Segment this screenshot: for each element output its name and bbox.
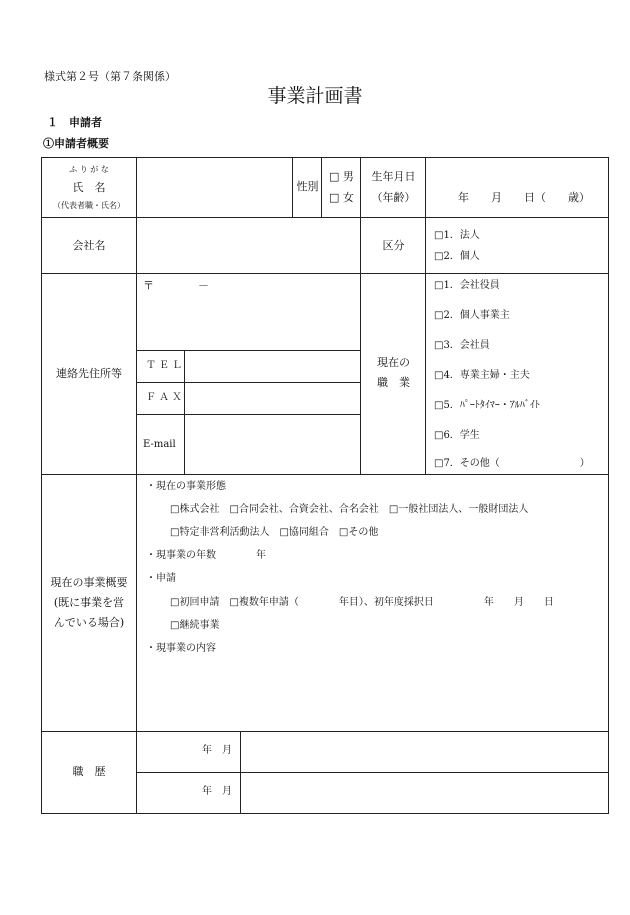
career-detail-2[interactable] (244, 775, 606, 811)
fax-field[interactable] (188, 384, 358, 412)
name-label: 氏 名 (72, 181, 106, 194)
dob-field[interactable]: 年 月 日（ 歳） (458, 191, 590, 204)
occupation-label-line1: 現在の (377, 356, 410, 369)
gender-label: 性別 (296, 180, 319, 193)
career-label: 職 歴 (72, 765, 106, 778)
career-date-2[interactable]: 年 月 (202, 786, 232, 797)
postal-code-field[interactable]: 〒 － (143, 279, 209, 292)
career-detail-1[interactable] (244, 734, 606, 770)
email-field[interactable] (188, 416, 358, 472)
category-option-corporation[interactable]: □1．法人 (434, 230, 480, 241)
contact-label: 連絡先住所等 (56, 367, 122, 380)
business-label-line1: 現在の事業概要 (50, 576, 128, 589)
section-heading: １ 申請者 (47, 116, 102, 129)
tel-label: ＴＥＬ (146, 360, 185, 371)
occupation-option-1[interactable]: □1．会社役員 (434, 280, 500, 291)
business-content-heading: ・現事業の内容 (146, 643, 216, 654)
business-form-heading: ・現在の事業形態 (146, 481, 226, 492)
gender-male-checkbox[interactable]: □ 男 (329, 170, 354, 183)
address-field[interactable] (140, 296, 358, 346)
category-option-individual[interactable]: □2．個人 (434, 251, 480, 262)
occupation-option-6[interactable]: □6．学生 (434, 430, 480, 441)
company-name-field[interactable] (140, 220, 358, 270)
occupation-option-5[interactable]: □5．ﾊﾟｰﾄﾀｲﾏｰ・ｱﾙﾊﾞｲﾄ (434, 400, 540, 411)
name-field[interactable] (140, 160, 290, 215)
form-number: 様式第２号（第７条関係） (44, 70, 176, 83)
subsection-heading: ①申請者概要 (43, 137, 109, 150)
page-title: 事業計画書 (267, 85, 363, 107)
gender-female-checkbox[interactable]: □ 女 (329, 191, 354, 204)
business-content-field[interactable] (140, 660, 605, 728)
age-label: （年齢） (371, 191, 416, 204)
business-label-line2: (既に事業を営 (53, 596, 125, 609)
occupation-option-3[interactable]: □3．会社員 (434, 340, 490, 351)
fax-label: ＦＡＸ (146, 392, 185, 403)
occupation-option-7[interactable]: □7．その他（ ） (434, 458, 590, 469)
business-form-options-2[interactable]: □特定非営利活動法人 □協同組合 □その他 (170, 527, 379, 538)
occupation-option-2[interactable]: □2．個人事業主 (434, 310, 510, 321)
company-name-label: 会社名 (72, 239, 106, 252)
continuing-business-checkbox[interactable]: □継続事業 (170, 620, 220, 631)
occupation-option-4[interactable]: □4．専業主婦・主夫 (434, 370, 530, 381)
occupation-label-line2: 職 業 (377, 376, 410, 389)
application-type-options[interactable]: □初回申請 □複数年申請（ 年目）、初年度採択日 年 月 日 (170, 597, 554, 608)
business-form-options-1[interactable]: □株式会社 □合同会社、合資会社、合名会社 □一般社団法人、一般財団法人 (170, 504, 529, 515)
business-label-line3: んでいる場合) (53, 616, 125, 629)
career-date-1[interactable]: 年 月 (202, 745, 232, 756)
email-label: E-mail (143, 439, 176, 450)
name-sublabel: （代表者職・氏名） (53, 201, 125, 210)
category-label: 区分 (382, 239, 405, 252)
tel-field[interactable] (188, 352, 358, 380)
business-years-field[interactable]: ・現事業の年数 年 (146, 550, 266, 561)
application-heading: ・申請 (146, 573, 176, 584)
furigana-label: ふ り が な (69, 165, 109, 174)
dob-label: 生年月日 (371, 170, 416, 183)
